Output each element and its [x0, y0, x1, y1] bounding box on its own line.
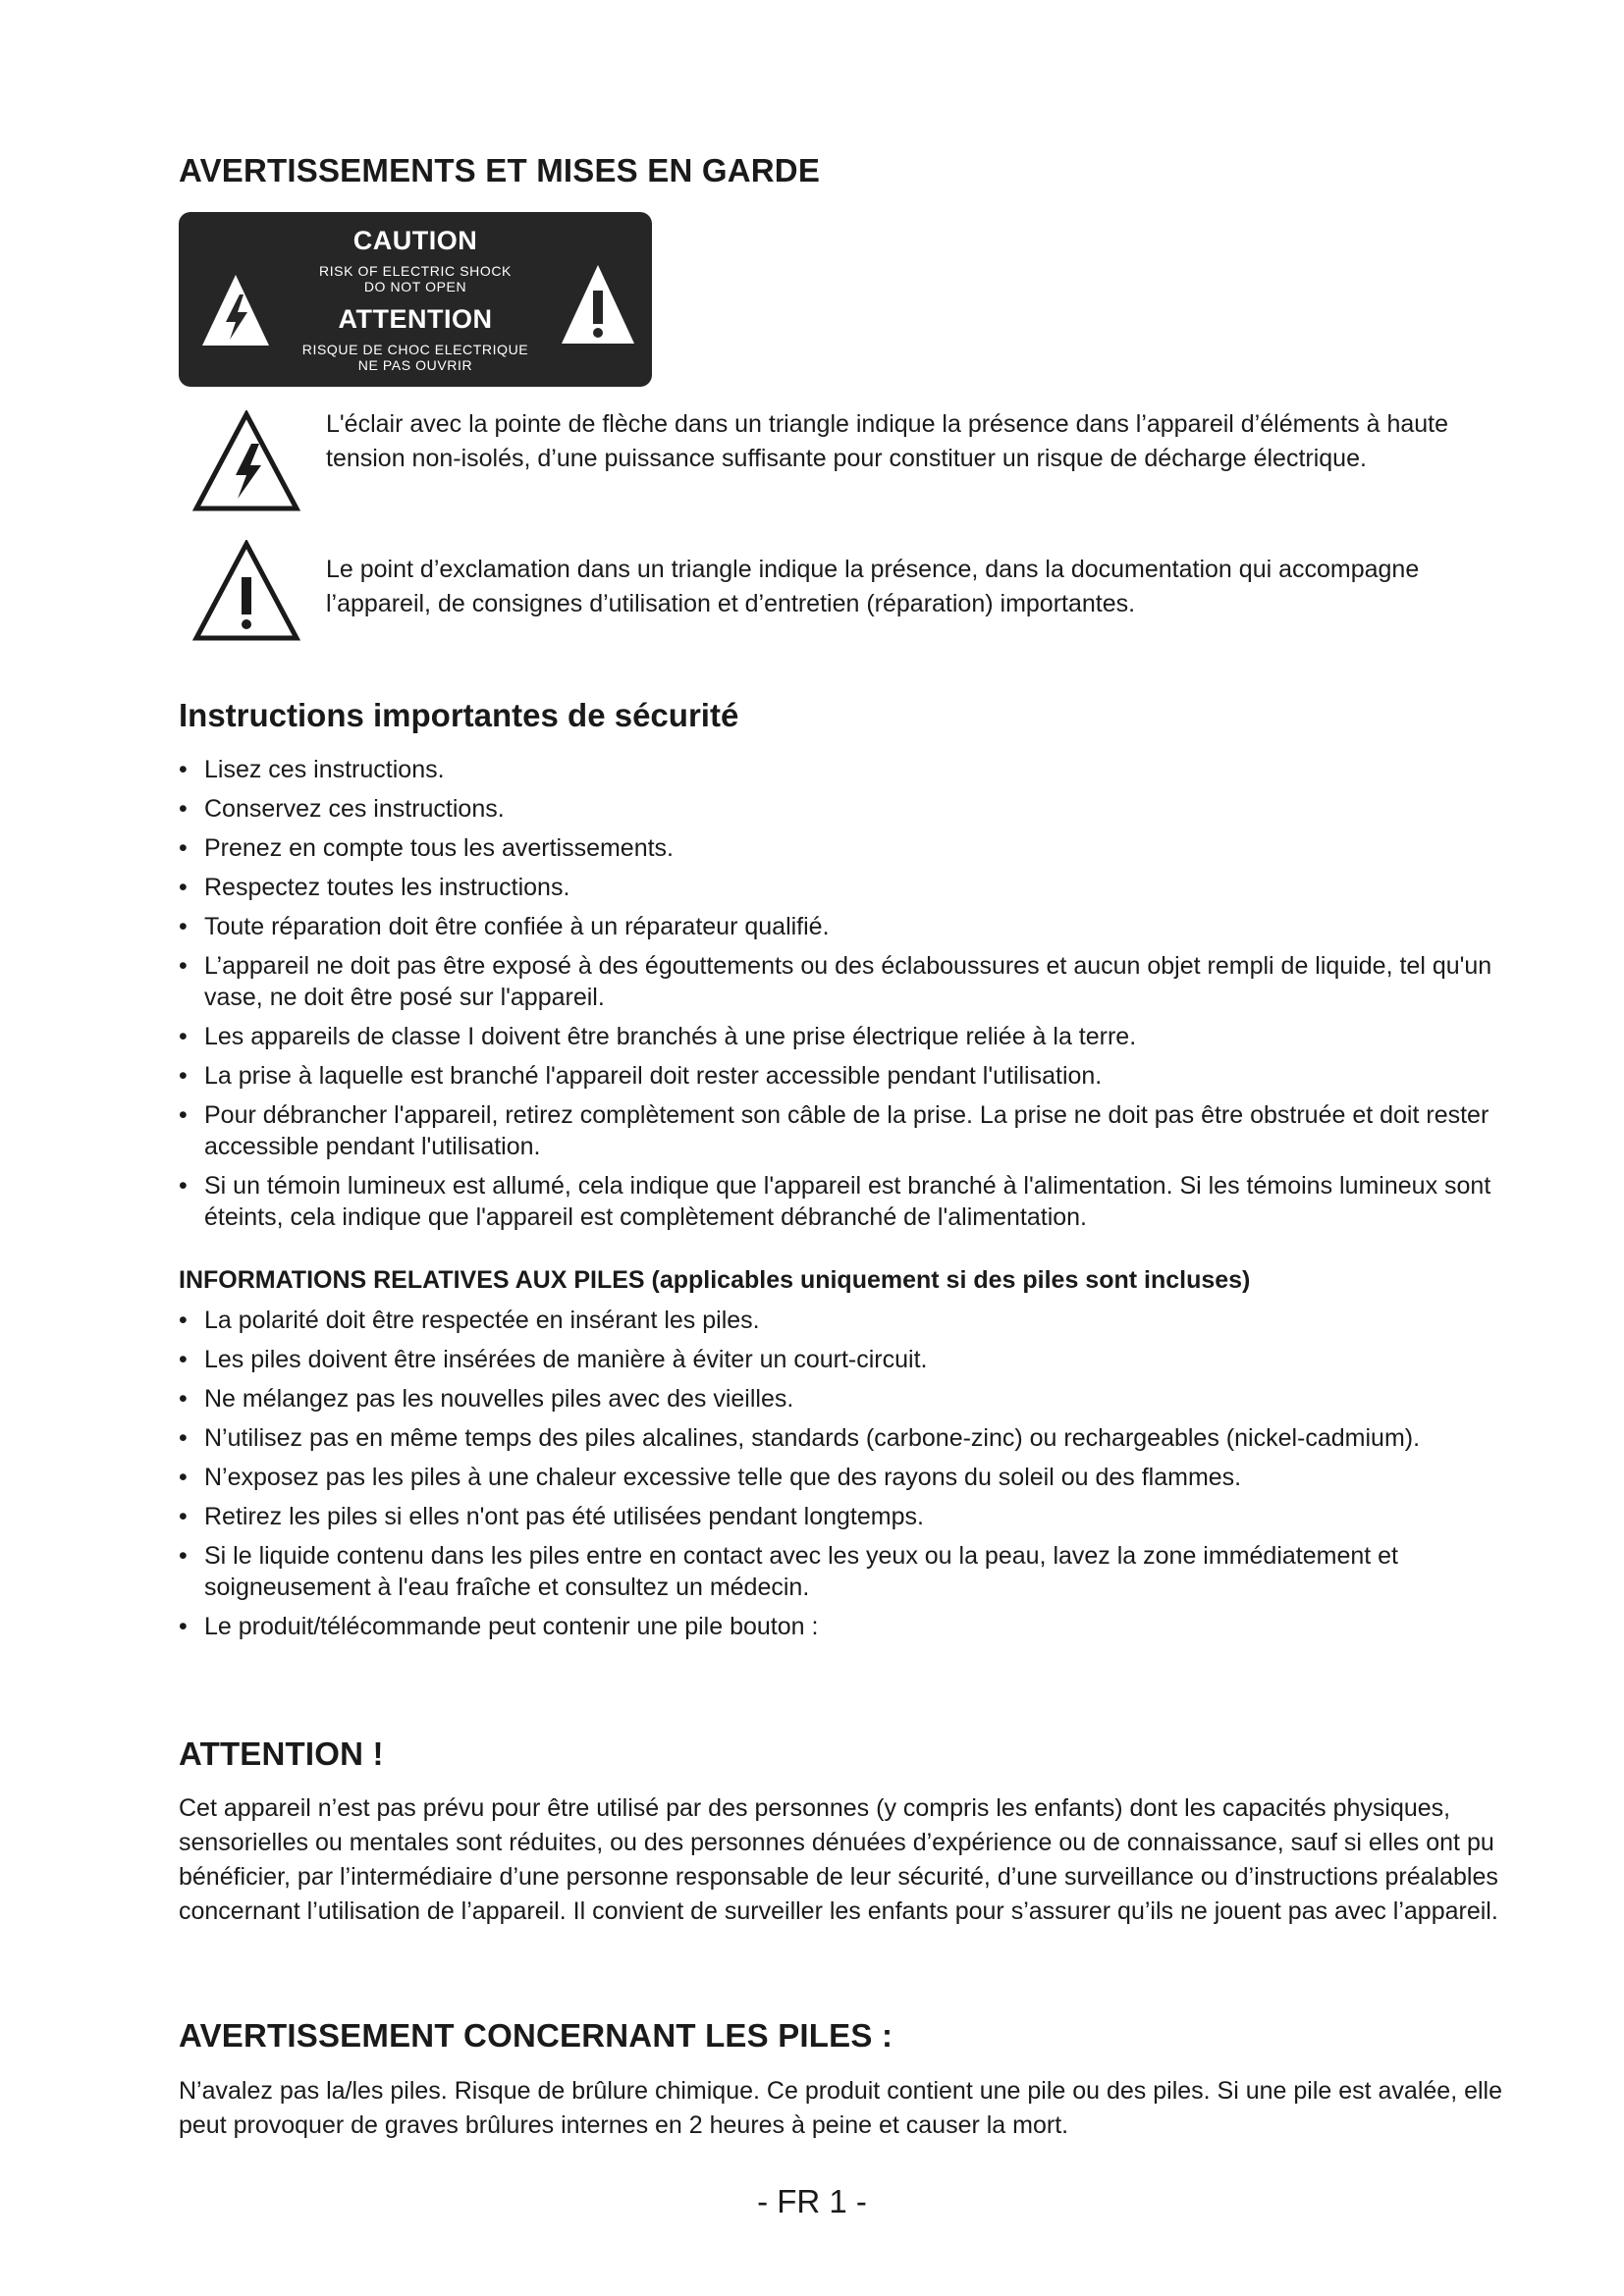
list-item: • Pour débrancher l'appareil, retirez complètement son câble de la prise. La prise ne doit pas être obstruée et doit rester accessible pendant l'utilisation.: [179, 1099, 1499, 1162]
battery-list: [179, 1305, 1499, 1650]
exclamation-triangle-icon: [560, 261, 636, 347]
list-item: • Le produit/télécommande peut contenir une pile bouton :: [179, 1611, 1499, 1642]
battery-info-heading: INFORMATIONS RELATIVES AUX PILES (applicables uniquement si des piles sont incluses): [179, 1266, 1251, 1294]
caution-label: [179, 212, 652, 387]
list-item: • La polarité doit être respectée en insérant les piles.: [179, 1305, 1499, 1336]
attention-title: ATTENTION: [338, 304, 493, 334]
page-number: - FR 1 -: [757, 2183, 867, 2219]
list-item: • Toute réparation doit être confiée à un réparateur qualifié.: [179, 911, 1499, 942]
list-item: • Retirez les piles si elles n'ont pas été utilisées pendant longtemps.: [179, 1501, 1499, 1532]
list-item: • Si le liquide contenu dans les piles entre en contact avec les yeux ou la peau, lavez la zone immédiatement et soigneusement à l'eau fraîche et consultez un médecin.: [179, 1540, 1499, 1603]
exclamation-triangle-icon: [192, 540, 300, 642]
do-not-open-text: DO NOT OPEN: [363, 279, 467, 294]
list-item: • N’utilisez pas en même temps des piles alcalines, standards (carbone-zinc) ou rechargeables (nickel-cadmium).: [179, 1422, 1499, 1454]
list-item: • Ne mélangez pas les nouvelles piles avec des vieilles.: [179, 1383, 1499, 1415]
list-item: • La prise à laquelle est branché l'appareil doit rester accessible pendant l'utilisation.: [179, 1060, 1499, 1092]
risk-text-fr: RISQUE DE CHOC ELECTRIQUE: [301, 342, 529, 357]
battery-warning-paragraph: N’avalez pas la/les piles. Risque de brûlure chimique. Ce produit contient une pile ou des piles. Si une pile est avalée, elle peut provoquer de graves brûlures internes en 2 heures à peine et causer la mort.: [179, 2077, 1503, 2139]
list-item: • Si un témoin lumineux est allumé, cela indique que l'appareil est branché à l'alimentation. Si les témoins lumineux sont éteints, cela indique que l'appareil est complètement débranché de l'alimentation.: [179, 1170, 1499, 1233]
lightning-triangle-icon: [192, 410, 300, 512]
list-item: • Conservez ces instructions.: [179, 793, 1499, 825]
list-item: • N’exposez pas les piles à une chaleur excessive telle que des rayons du soleil ou des flammes.: [179, 1462, 1499, 1493]
list-item: • Respectez toutes les instructions.: [179, 872, 1499, 903]
safety-heading: Instructions importantes de sécurité: [179, 697, 739, 733]
list-item: • Prenez en compte tous les avertissements.: [179, 832, 1499, 864]
list-item: • L’appareil ne doit pas être exposé à des égouttements ou des éclaboussures et aucun objet rempli de liquide, tel qu'un vase, ne doit être posé sur l'appareil.: [179, 950, 1499, 1013]
battery-warning-heading: AVERTISSEMENT CONCERNANT LES PILES :: [179, 2017, 893, 2054]
caution-title: CAUTION: [352, 226, 478, 255]
list-item: • Les appareils de classe I doivent être branchés à une prise électrique reliée à la terre.: [179, 1021, 1499, 1052]
list-item: • Lisez ces instructions.: [179, 754, 1499, 785]
risk-text-en: RISK OF ELECTRIC SHOCK: [318, 263, 512, 279]
attention-heading: ATTENTION !: [179, 1735, 384, 1772]
list-item: • Les piles doivent être insérées de manière à éviter un court-circuit.: [179, 1344, 1499, 1375]
ne-pas-ouvrir-text: NE PAS OUVRIR: [357, 357, 473, 373]
lightning-symbol-text: L'éclair avec la pointe de flèche dans un triangle indique la présence dans l’appareil d’éléments à haute tension non-isolés, d’une puissance suffisante pour constituer un risque de décharge électrique.: [326, 410, 1449, 472]
safety-list: [179, 754, 1499, 1241]
lightning-triangle-icon: [200, 271, 271, 349]
attention-paragraph: Cet appareil n’est pas prévu pour être utilisé par des personnes (y compris les enfants) dont les capacités physiques, sensorielles ou mentales sont réduites, ou des personnes dénuées d’expérience ou de connaissance, sauf si elles ont pu bénéficier, par l’intermédiaire d’une personne responsable de leur sécurité, d’une surveillance ou d’instructions préalables concernant l’utilisation de l’appareil. Il convient de surveiller les enfants pour s’assurer qu’ils ne jouent pas avec l’appareil.: [179, 1794, 1498, 1925]
warnings-heading: AVERTISSEMENTS ET MISES EN GARDE: [179, 152, 821, 188]
exclamation-symbol-text: Le point d’exclamation dans un triangle indique la présence, dans la documentation qui accompagne l’appareil, de consignes d’utilisation et d’entretien (réparation) importantes.: [326, 556, 1420, 617]
